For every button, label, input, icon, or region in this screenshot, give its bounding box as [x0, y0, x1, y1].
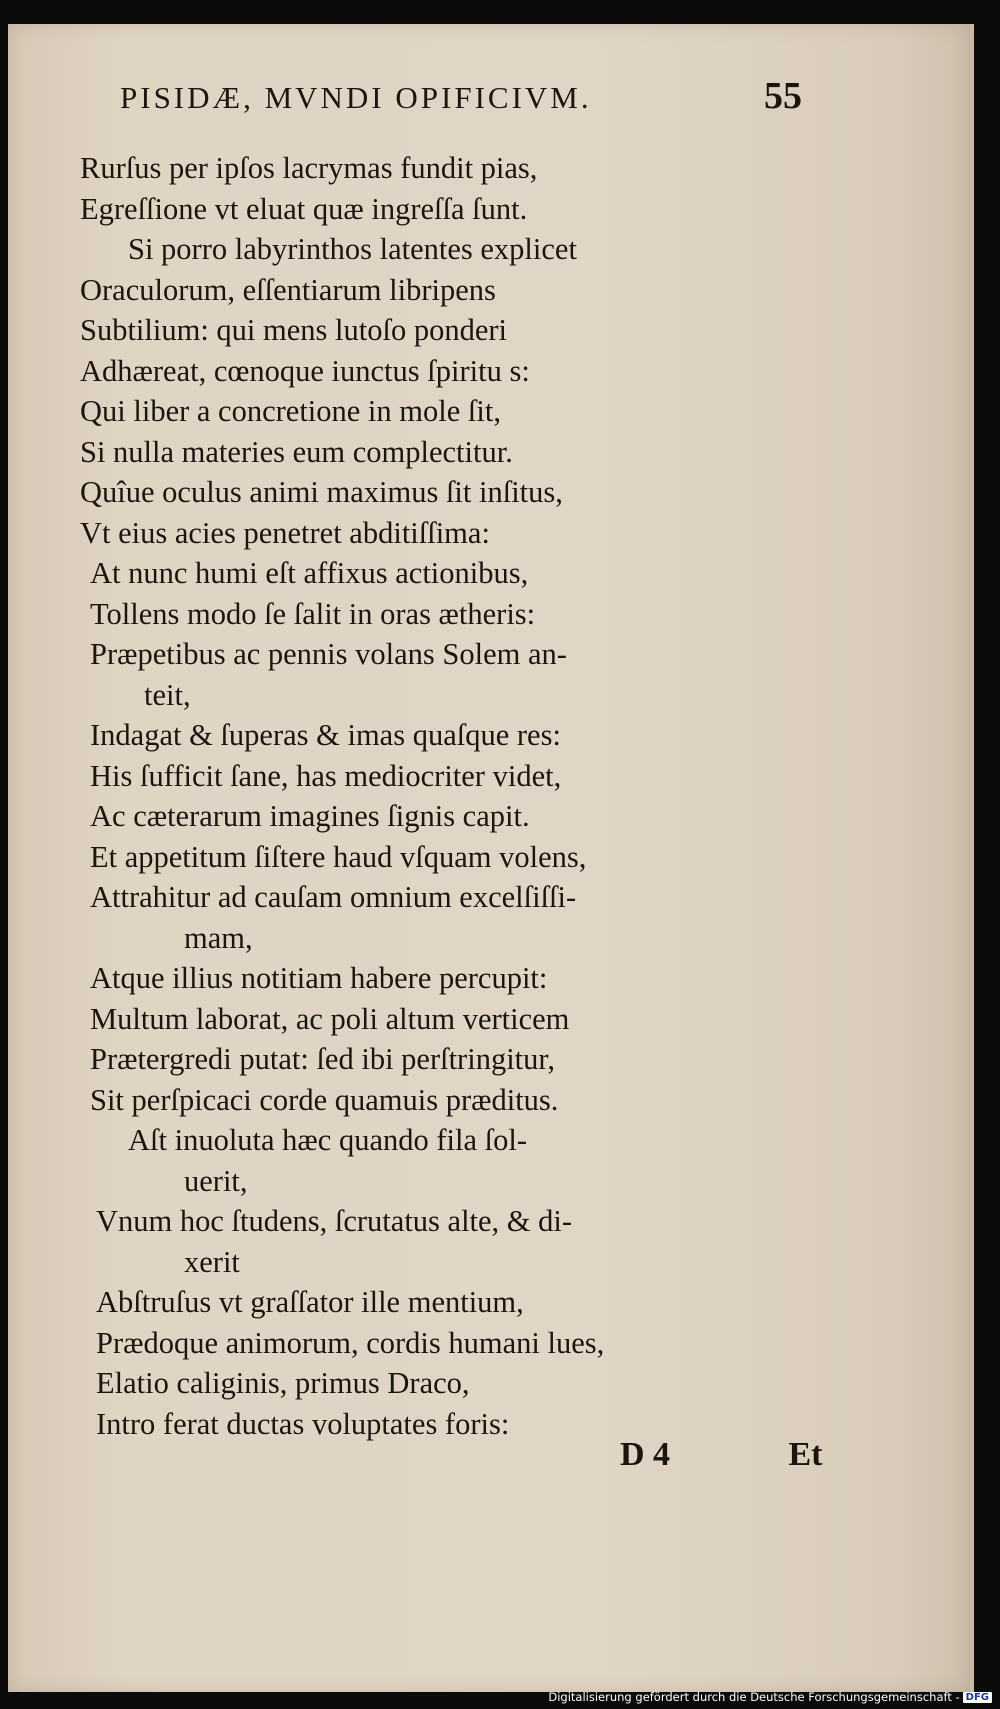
- dfg-logo: DFG: [963, 1692, 992, 1703]
- verse-line: Tollens modo ſe ſalit in oras ætheris:: [90, 596, 536, 631]
- verse-line: teit,: [144, 677, 191, 712]
- verse-line: Præpetibus ac pennis volans Solem an-: [90, 637, 567, 671]
- verse-line: mam,: [184, 920, 253, 955]
- verse-line: Indagat & ſuperas & imas quaſque res:: [90, 718, 561, 752]
- page-number: 55: [764, 75, 802, 117]
- verse-line: Abſtruſus vt graſſator ille mentium,: [96, 1285, 524, 1319]
- catchword: Et: [788, 1436, 823, 1473]
- verse-line: Adhæreat, cœnoque iunctus ſpiritu s:: [80, 353, 530, 388]
- verse-line: uerit,: [184, 1163, 248, 1198]
- verse-line: Subtilium: qui mens lutoſo ponderi: [80, 313, 507, 347]
- verse-line: Vt eius acies penetret abditiſſima:: [80, 515, 490, 550]
- verse-line: Vnum hoc ſtudens, ſcrutatus alte, & di-: [96, 1204, 573, 1238]
- verse-line: Oraculorum, eſſentiarum libripens: [80, 272, 496, 307]
- verse-line: Qui liber a concretione in mole ſit,: [80, 394, 501, 428]
- verse-line: Ac cæterarum imagines ſignis capit.: [90, 799, 530, 833]
- verse-line: Sit perſpicaci corde quamuis præditus.: [90, 1082, 559, 1117]
- verse-line: At nunc humi eſt affixus actionibus,: [90, 556, 529, 590]
- verse-line: Intro ferat ductas voluptates foris:: [96, 1406, 510, 1441]
- verse-line: Rurſus per ipſos lacrymas fundit pias,: [80, 151, 538, 185]
- digitization-credit: [548, 1690, 992, 1704]
- page-content: [8, 24, 970, 1692]
- verse-line: Multum laborat, ac poli altum verticem: [90, 1001, 570, 1036]
- verse-line: Egreſſione vt eluat quæ ingreſſa ſunt.: [80, 191, 528, 226]
- book-page: [8, 24, 974, 1692]
- verse-line: Prætergredi putat: ſed ibi perſtringitur,: [90, 1042, 555, 1076]
- verse-line: Si nulla materies eum complectitur.: [80, 434, 513, 469]
- verse-line: Si porro labyrinthos latentes explicet: [128, 232, 577, 266]
- credit-text: Digitalisierung gefördert durch die Deutsche Forschungsgemeinschaft -: [548, 1690, 960, 1704]
- verse-block: [80, 148, 780, 1444]
- verse-line: His ſufficit ſane, has mediocriter videt,: [90, 758, 562, 793]
- running-head: [120, 80, 820, 116]
- verse-line: Et appetitum ſiſtere haud vſquam volens,: [90, 839, 587, 874]
- verse-line: Atque illius notitiam habere percupit:: [90, 961, 548, 995]
- page-footer: [620, 1436, 823, 1474]
- verse-line: Attrahitur ad cauſam omnium excelſiſſi-: [90, 880, 577, 914]
- signature-mark: D 4: [620, 1436, 671, 1473]
- running-title: PISIDÆ, MVNDI OPIFICIVM.: [120, 80, 592, 115]
- verse-line: Quîue oculus animi maximus ſit inſitus,: [80, 475, 563, 509]
- verse-line: Elatio caliginis, primus Draco,: [96, 1366, 470, 1400]
- verse-line: Prædoque animorum, cordis humani lues,: [96, 1325, 605, 1360]
- verse-line: xerit: [184, 1244, 240, 1279]
- verse-line: Aſt inuoluta hæc quando fila ſol-: [128, 1123, 527, 1157]
